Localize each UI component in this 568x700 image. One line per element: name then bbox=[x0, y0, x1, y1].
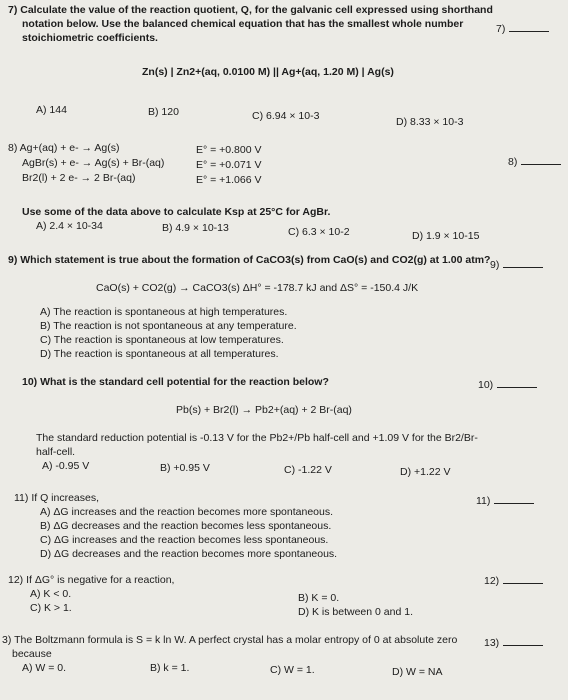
q7-choice-b[interactable]: B) 120 bbox=[148, 106, 179, 118]
q9-equation: CaO(s) + CO2(g) → CaCO3(s) ΔH° = -178.7 kJ and ΔS° = -150.4 J/K bbox=[96, 282, 419, 294]
q10-choice-a[interactable]: A) -0.95 V bbox=[42, 460, 90, 472]
q7-text-line1: 7) Calculate the value of the reaction quotient, Q, for the galvanic cell expressed using shorthand bbox=[8, 4, 493, 16]
q10-number: 10) bbox=[478, 379, 494, 391]
q13-answer-blank[interactable] bbox=[484, 636, 543, 649]
q8-potential-2: E° = +0.071 V bbox=[196, 159, 262, 171]
q11-choice-b[interactable]: B) ΔG decreases and the reaction becomes less spontaneous. bbox=[40, 520, 332, 532]
q12-choice-b[interactable]: B) K = 0. bbox=[298, 592, 340, 604]
q9-choice-b[interactable]: B) The reaction is not spontaneous at any temperature. bbox=[40, 320, 297, 332]
q11-answer-blank[interactable] bbox=[476, 494, 534, 507]
q12-choice-d[interactable]: D) K is between 0 and 1. bbox=[298, 606, 413, 618]
q7-choice-d[interactable]: D) 8.33 × 10-3 bbox=[396, 116, 464, 128]
q8-answer-blank[interactable] bbox=[508, 155, 561, 168]
q8-reaction-3: Br2(l) + 2 e- → 2 Br-(aq) bbox=[22, 172, 136, 184]
q7-cell-notation: Zn(s) | Zn2+(aq, 0.0100 M) || Ag+(aq, 1.20 M) | Ag(s) bbox=[142, 66, 394, 78]
q11-choice-a[interactable]: A) ΔG increases and the reaction becomes more spontaneous. bbox=[40, 506, 334, 518]
q13-number: 13) bbox=[484, 637, 500, 649]
q8-potential-1: E° = +0.800 V bbox=[196, 144, 262, 156]
q9-number: 9) bbox=[490, 259, 500, 271]
q13-choice-d[interactable]: D) W = NA bbox=[392, 666, 443, 678]
q7-answer-blank[interactable] bbox=[496, 22, 549, 35]
q12-number: 12) bbox=[484, 575, 500, 587]
q10-choice-d[interactable]: D) +1.22 V bbox=[400, 466, 451, 478]
q10-equation: Pb(s) + Br2(l) → Pb2+(aq) + 2 Br-(aq) bbox=[176, 404, 352, 416]
q8-choice-d[interactable]: D) 1.9 × 10-15 bbox=[412, 230, 480, 242]
q11-number: 11) bbox=[476, 495, 491, 507]
q13-choice-b[interactable]: B) k = 1. bbox=[150, 662, 190, 674]
q10-choice-b[interactable]: B) +0.95 V bbox=[160, 462, 210, 474]
q7-number: 7) bbox=[496, 23, 506, 35]
q8-choice-b[interactable]: B) 4.9 × 10-13 bbox=[162, 222, 229, 234]
q10-answer-blank[interactable] bbox=[478, 378, 537, 391]
q13-choice-c[interactable]: C) W = 1. bbox=[270, 664, 315, 676]
q9-question: 9) Which statement is true about the formation of CaCO3(s) from CaO(s) and CO2(g) at 1.00 atm? bbox=[8, 254, 491, 266]
q8-reaction-1: 8) Ag+(aq) + e- → Ag(s) bbox=[8, 142, 120, 154]
q12-choice-c[interactable]: C) K > 1. bbox=[30, 602, 72, 614]
q8-reaction-2: AgBr(s) + e- → Ag(s) + Br-(aq) bbox=[22, 157, 165, 169]
q8-choice-c[interactable]: C) 6.3 × 10-2 bbox=[288, 226, 350, 238]
q10-choice-c[interactable]: C) -1.22 V bbox=[284, 464, 332, 476]
q11-question: 11) If Q increases, bbox=[14, 492, 100, 504]
q11-choice-c[interactable]: C) ΔG increases and the reaction becomes less spontaneous. bbox=[40, 534, 329, 546]
q13-choice-a[interactable]: A) W = 0. bbox=[22, 662, 67, 674]
q7-choice-c[interactable]: C) 6.94 × 10-3 bbox=[252, 110, 320, 122]
q13-text-line2: because bbox=[12, 648, 52, 660]
q10-info-line1: The standard reduction potential is -0.13 V for the Pb2+/Pb half-cell and +1.09 V for the Br2/Br- bbox=[36, 432, 478, 444]
q10-info-line2: half-cell. bbox=[36, 446, 76, 458]
q7-choice-a[interactable]: A) 144 bbox=[36, 104, 67, 116]
q13-text-line1: 3) The Boltzmann formula is S = k ln W. A perfect crystal has a molar entropy of 0 at absolute zero bbox=[2, 634, 458, 646]
q8-choice-a[interactable]: A) 2.4 × 10-34 bbox=[36, 220, 103, 232]
q11-choice-d[interactable]: D) ΔG decreases and the reaction becomes more spontaneous. bbox=[40, 548, 338, 560]
q12-answer-blank[interactable] bbox=[484, 574, 543, 587]
q9-choice-c[interactable]: C) The reaction is spontaneous at low temperatures. bbox=[40, 334, 284, 346]
q9-choice-a[interactable]: A) The reaction is spontaneous at high temperatures. bbox=[40, 306, 288, 318]
q8-prompt: Use some of the data above to calculate Ksp at 25°C for AgBr. bbox=[22, 206, 331, 218]
q9-choice-d[interactable]: D) The reaction is spontaneous at all temperatures. bbox=[40, 348, 279, 360]
q7-text-line3: stoichiometric coefficients. bbox=[22, 32, 158, 44]
q7-text-line2: notation below. Use the balanced chemical equation that has the smallest whole number bbox=[22, 18, 464, 30]
q12-choice-a[interactable]: A) K < 0. bbox=[30, 588, 72, 600]
q8-potential-3: E° = +1.066 V bbox=[196, 174, 262, 186]
q8-number: 8) bbox=[508, 156, 518, 168]
q9-answer-blank[interactable] bbox=[490, 258, 543, 271]
q12-question: 12) If ΔG° is negative for a reaction, bbox=[8, 574, 175, 586]
q10-question: 10) What is the standard cell potential for the reaction below? bbox=[22, 376, 329, 388]
